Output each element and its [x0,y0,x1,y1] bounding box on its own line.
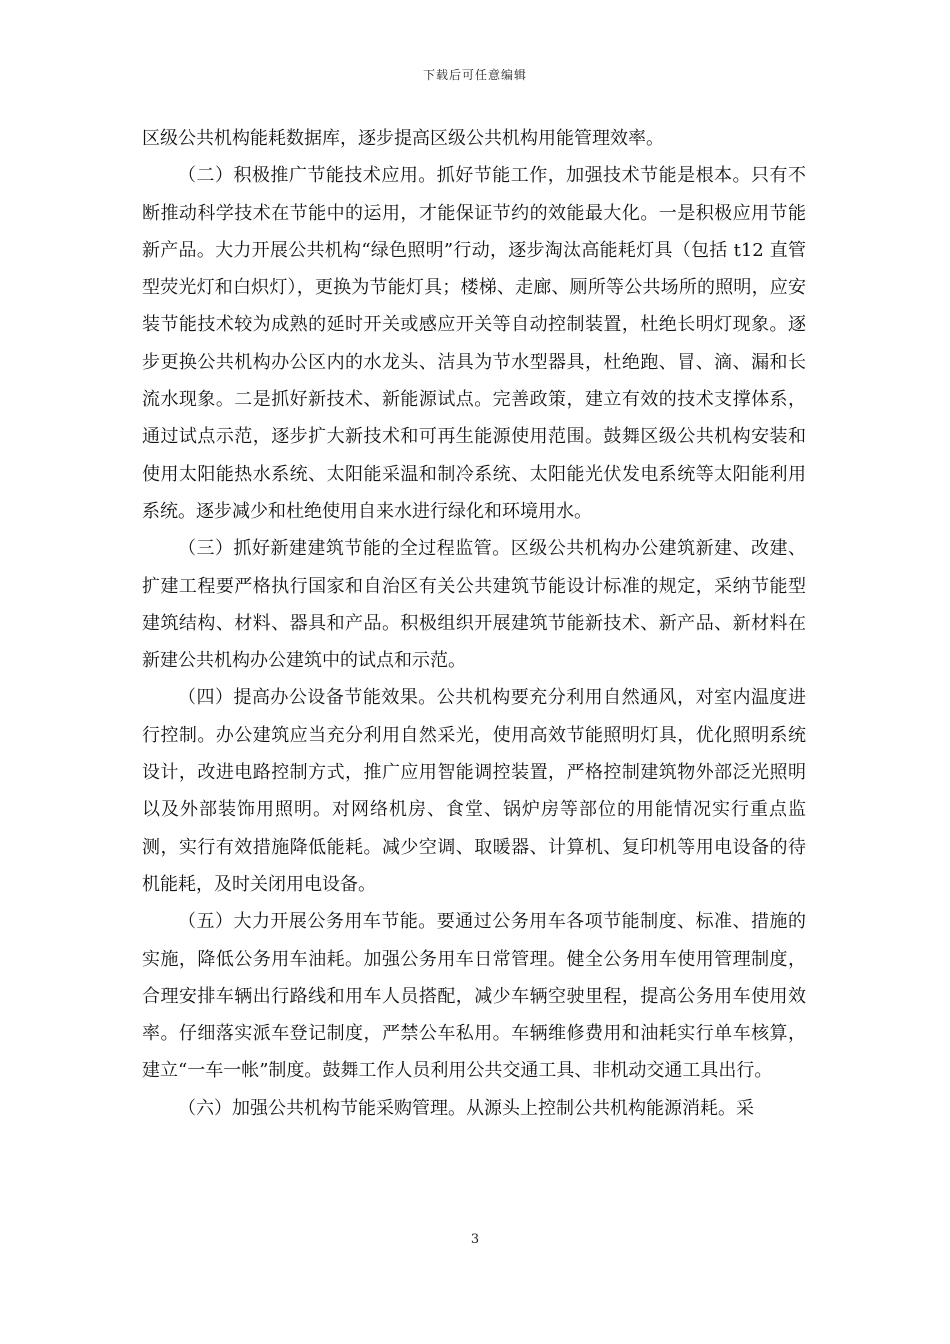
document-body [142,120,806,1127]
paragraph-section-6: （六）加强公共机构节能采购管理。从源头上控制公共机构能源消耗。采 [178,1097,754,1119]
paragraph-section-2: （二）积极推广节能技术应用。抓好节能工作，加强技术节能是根本。只有不断推动科学技术在节能中的运用，才能保证节约的效能最大化。一是积极应用节能新产品。大力开展公共机构“绿色照明”行动，逐步淘汰高能耗灯具（包括 t12 直管型荧光灯和白炽灯），更换为节能灯具；楼梯、走廊、厕所等公共场所的照明，应安装节能技术较为成熟的延时开关或感应开关等自动控制装置，杜绝长明灯现象。逐步更换公共机构办公区内的水龙头、洁具为节水型器具，杜绝跑、冒、滴、漏和长流水现象。二是抓好新技术、新能源试点。完善政策，建立有效的技术支撑体系，通过试点示范，逐步扩大新技术和可再生能源使用范围。鼓舞区级公共机构安装和使用太阳能热水系统、太阳能采温和制冷系统、太阳能光伏发电系统等太阳能利用系统。逐步减少和杜绝使用自来水进行绿化和环境用水。 [142,165,806,522]
page-number: 3 [470,1232,480,1247]
paragraph-section-5: （五）大力开展公务用车节能。要通过公务用车各项节能制度、标准、措施的实施，降低公务用车油耗。加强公务用车日常管理。健全公务用车使用管理制度，合理安排车辆出行路线和用车人员搭配，减少车辆空驶里程，提高公务用车使用效率。仔细落实派车登记制度，严禁公车私用。车辆维修费用和油耗实行单车核算，建立“一车一帐”制度。鼓舞工作人员利用公共交通工具、非机动交通工具出行。 [142,911,806,1082]
paragraph-section-4: （四）提高办公设备节能效果。公共机构要充分利用自然通风，对室内温度进行控制。办公建筑应当充分利用自然采光，使用高效节能照明灯具，优化照明系统设计，改进电路控制方式，推广应用智能调控装置，严格控制建筑物外部泛光照明以及外部装饰用照明。对网络机房、食堂、锅炉房等部位的用能情况实行重点监测，实行有效措施降低能耗。减少空调、取暖器、计算机、复印机等用电设备的待机能耗，及时关闭用电设备。 [142,687,806,895]
paragraph-section-3: （三）抓好新建建筑节能的全过程监管。区级公共机构办公建筑新建、改建、扩建工程要严格执行国家和自治区有关公共建筑节能设计标准的规定，采纳节能型建筑结构、材料、器具和产品。积极组织开展建筑节能新技术、新产品、新材料在新建公共机构办公建筑中的试点和示范。 [142,538,806,672]
paragraph-continuation: 区级公共机构能耗数据库，逐步提高区级公共机构用能管理效率。 [142,128,664,149]
page-header: 下载后可任意编辑 [422,68,527,82]
